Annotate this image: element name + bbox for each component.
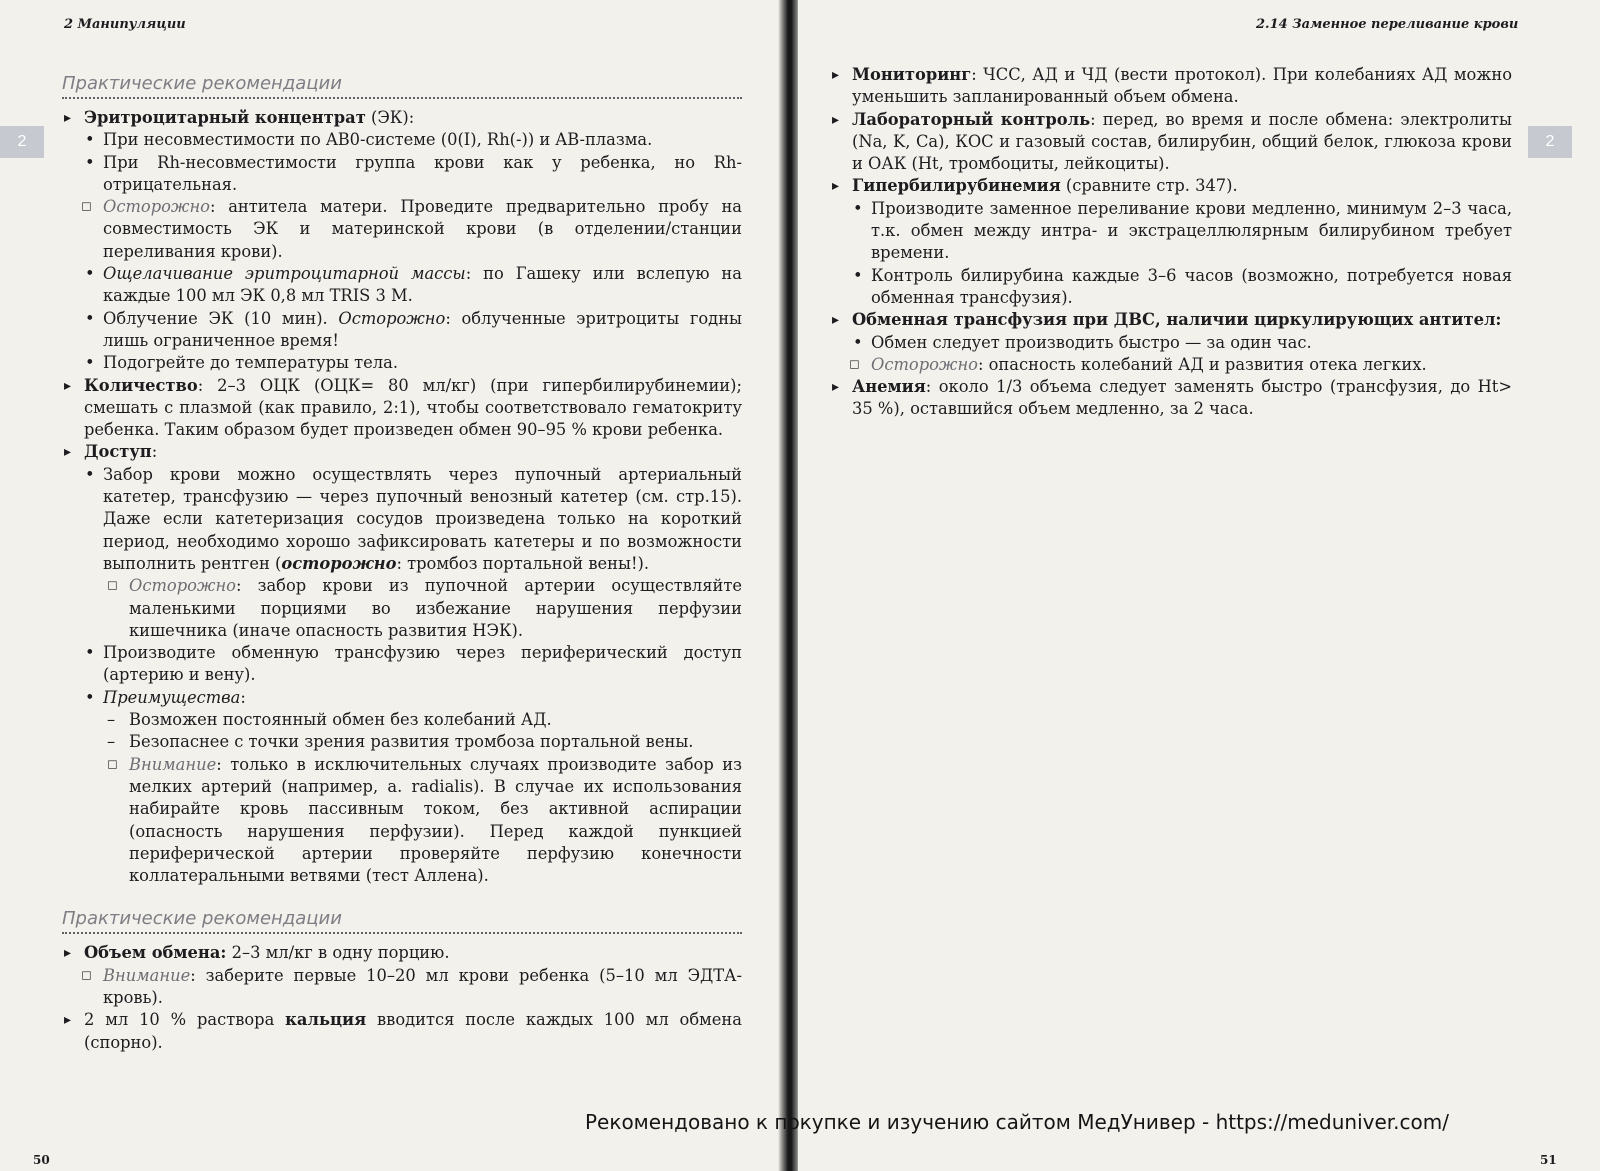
volume-label: Объем обмена: xyxy=(84,943,227,963)
dash-item: – Возможен постоянный обмен без колебаний АД. xyxy=(62,709,742,731)
anemia-text: : около 1/3 объема следует заменять быстро (трансфузия, до Ht> 35 %), оставшийся объем медленно, за 2 часа. xyxy=(852,377,1512,419)
anemia-label: Анемия xyxy=(852,377,926,397)
warning-text: : забор крови из пупочной артерии осуществляйте маленькими порциями во избежание нарушения перфузии кишечника (иначе опасность развития НЭК). xyxy=(129,576,742,640)
bullet-item: • Производите обменную трансфузию через периферический доступ (артерию и вену). xyxy=(62,642,742,687)
warning-text: : заберите первые 10–20 мл крови ребенка (5–10 мл ЭДТА-кровь). xyxy=(103,965,742,1007)
ek-label: Эритроцитарный концентрат xyxy=(84,108,366,127)
quantity-text: : 2–3 ОЦК (ОЦК= 80 мл/кг) (при гипербилирубинемии); смешать с плазмой (как правило, 2:1), чтобы соответствовало гематокриту ребенка. Таким образом будет произведен обмен 90–95 % крови ребенка. xyxy=(84,375,742,440)
warning-label: Осторожно xyxy=(129,576,236,596)
hyperbilirubinemia-label: Гипербилирубинемия xyxy=(852,176,1061,196)
bullet-item: • Подогрейте до температуры тела. xyxy=(62,352,742,374)
bullet-text: : облученные эритроциты годны лишь ограниченное время! xyxy=(103,308,742,350)
page-number-left: 50 xyxy=(33,1153,50,1167)
watermark-text: Рекомендовано к покупке и изучению сайтом МедУнивер - https://meduniver.com/ xyxy=(585,1110,1449,1134)
list-item-dvs xyxy=(830,309,1512,331)
bullet-text: : по Гашеку или вслепую на каждые 100 мл ЭК 0,8 мл TRIS 3 M. xyxy=(103,264,742,306)
warning-text: : только в исключительных случаях производите забор из мелких артерий (например, a. radialis). В случае их использования набирайте кровь пассивным током, без активной аспирации (опасность нарушения перфузии). Перед каждой пункцией периферической артерии проверяйте перфузию конечности коллатеральными ветвями (тест Аллена). xyxy=(129,754,742,886)
advantages-colon: : xyxy=(240,687,246,707)
warning-label: Внимание xyxy=(129,754,217,774)
warning-note xyxy=(62,965,742,1010)
warning-text: : антитела матери. Проведите предварительно пробу на совместимость ЭК и материнской крови (в отделении/станции переливания крови). xyxy=(103,197,742,261)
warning-text: : опасность колебаний АД и развития отека легких. xyxy=(977,354,1427,374)
bullet-item xyxy=(62,464,742,575)
warning-note xyxy=(830,354,1512,376)
lab-control-text: : перед, во время и после обмена: электролиты (Na, K, Ca), КОС и газовый состав, билирубин, общий белок, глюкоза крови и ОАК (Ht, тромбоциты, лейкоциты). xyxy=(852,109,1512,174)
list-item-volume xyxy=(62,942,742,964)
bullet-item: • Контроль билирубина каждые 3–6 часов (возможно, потребуется новая обменная трансфузия). xyxy=(830,265,1512,310)
bullet-item: • Обмен следует производить быстро — за один час. xyxy=(830,332,1512,354)
lab-control-label: Лабораторный контроль xyxy=(852,109,1091,129)
section-tab-left: 2 xyxy=(0,126,44,158)
advantages-label: Преимущества xyxy=(103,687,241,707)
left-page-content xyxy=(62,72,742,1054)
book-spine xyxy=(778,0,800,1171)
bullet-item: • При Rh-несовместимости группа крови как у ребенка, но Rh-отрицательная. xyxy=(62,152,742,197)
calcium-pre: 2 мл 10 % раствора xyxy=(84,1010,286,1030)
hyperbilirubinemia-text: (сравните стр. 347). xyxy=(1060,176,1238,196)
running-head-left: 2 Манипуляции xyxy=(64,17,186,32)
list-item-calcium xyxy=(62,1009,742,1054)
running-head-right: 2.14 Заменное переливание крови xyxy=(1256,17,1519,32)
bullet-item xyxy=(62,308,742,353)
calcium-post: вводится после каждых 100 мл обмена (спорно). xyxy=(84,1010,742,1052)
dash-item: – Безопаснее с точки зрения развития тромбоза портальной вены. xyxy=(62,731,742,753)
list-item-quantity xyxy=(62,375,742,442)
list-item-lab-control xyxy=(830,109,1512,176)
list-item-monitoring xyxy=(830,64,1512,109)
quantity-label: Количество xyxy=(84,375,198,395)
list-item-ek xyxy=(62,107,742,129)
list-item-hyperbilirubinemia xyxy=(830,175,1512,197)
bullet-item: • Производите заменное переливание крови медленно, минимум 2–3 часа, т.к. обмен между интра- и экстрацеллюлярным билирубином требует времени. xyxy=(830,198,1512,265)
volume-text: 2–3 мл/кг в одну порцию. xyxy=(226,943,450,963)
ek-abbr: (ЭК): xyxy=(365,108,415,127)
warning-label: Осторожно xyxy=(103,197,210,217)
italic-term: Осторожно xyxy=(338,308,446,328)
access-colon: : xyxy=(151,442,158,462)
dvs-label: Обменная трансфузия при ДВС, наличии циркулирующих антител: xyxy=(852,310,1502,330)
warning-label: Внимание xyxy=(103,965,191,985)
access-label: Доступ xyxy=(84,442,152,462)
bullet-text: : тромбоз портальной вены!). xyxy=(396,553,650,573)
bullet-text: Забор крови можно осуществлять через пупочный артериальный катетер, трансфузию — через пупочный венозный катетер (см. стр.15). Даже если катетеризация сосудов произведена только на короткий период, необходимо хорошо зафиксировать катетеры и по возможности выполнить рентген ( xyxy=(103,464,742,573)
list-item-access xyxy=(62,441,742,463)
italic-term: осторожно xyxy=(281,553,397,573)
monitoring-text: : ЧСС, АД и ЧД (вести протокол). При колебаниях АД можно уменьшить запланированный объем обмена. xyxy=(852,65,1512,107)
warning-note xyxy=(62,754,742,888)
section-tab-right: 2 xyxy=(1528,126,1572,158)
right-page-content xyxy=(830,64,1512,421)
calcium-bold: кальция xyxy=(285,1010,367,1030)
bullet-text: Облучение ЭК (10 мин). xyxy=(103,308,339,328)
warning-note xyxy=(62,575,742,642)
italic-term: Ощелачивание эритроцитарной массы xyxy=(103,264,466,284)
section-heading: Практические рекомендации xyxy=(62,72,742,99)
section-heading: Практические рекомендации xyxy=(62,907,742,934)
list-item-anemia xyxy=(830,376,1512,421)
monitoring-label: Мониторинг xyxy=(852,65,972,84)
bullet-item xyxy=(62,687,742,709)
bullet-item xyxy=(62,263,742,308)
warning-label: Осторожно xyxy=(871,354,978,374)
page-number-right: 51 xyxy=(1540,1153,1557,1167)
warning-note xyxy=(62,196,742,263)
bullet-item: • При несовместимости по AB0-системе (0(I), Rh(-)) и AB-плазма. xyxy=(62,129,742,151)
